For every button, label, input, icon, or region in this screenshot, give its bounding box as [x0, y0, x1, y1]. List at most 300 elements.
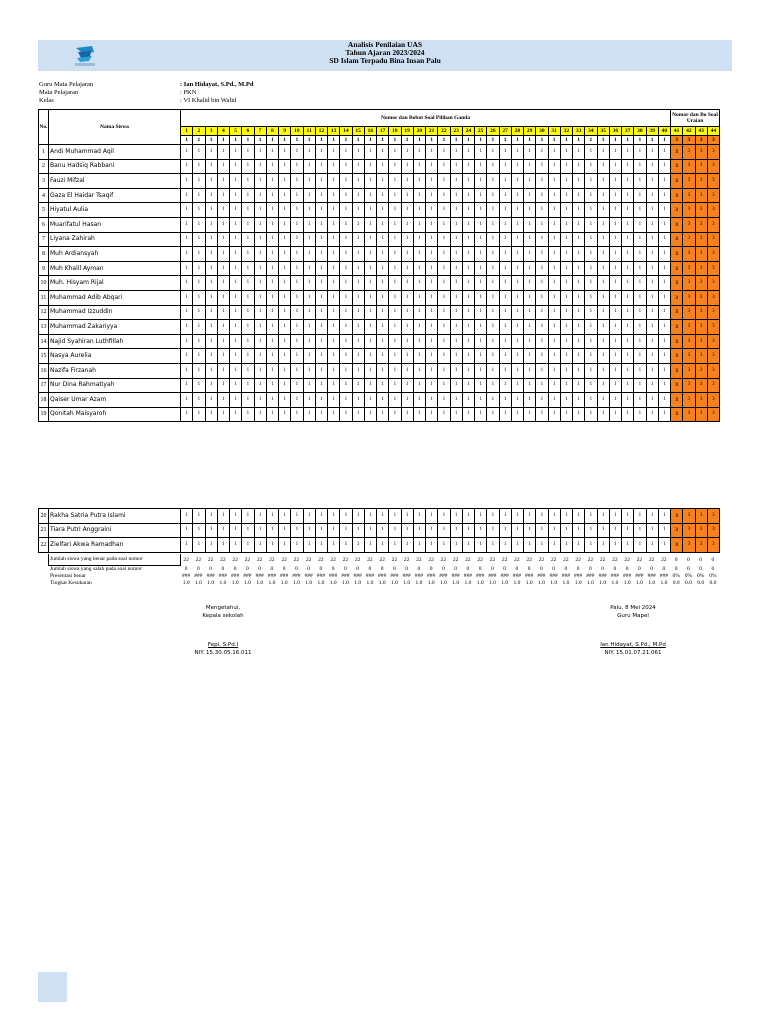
essay-score-cell: 3	[683, 247, 695, 262]
mc-score-cell: 1	[511, 145, 523, 160]
student-name: Qonitah Maisyaroh	[49, 407, 181, 422]
mc-score-cell: 1	[230, 393, 242, 408]
mc-score-cell: 1	[352, 145, 364, 160]
mc-score-cell: 1	[303, 509, 315, 524]
mc-score-cell: 1	[658, 188, 670, 203]
mc-score-cell: 1	[205, 290, 217, 305]
mc-score-cell: 1	[242, 203, 254, 218]
mc-score-cell: 1	[462, 509, 474, 524]
essay-score-cell: 3	[707, 203, 719, 218]
mc-score-cell: 1	[658, 509, 670, 524]
mc-score-cell: 1	[426, 247, 438, 262]
mc-score-cell: 1	[377, 523, 389, 538]
stat-value: 22	[244, 557, 251, 563]
mc-score-cell: 1	[548, 538, 560, 553]
mc-score-cell: 1	[315, 538, 327, 553]
mc-score-cell: 1	[181, 393, 193, 408]
mc-score-cell: 1	[646, 247, 658, 262]
mc-score-cell: 1	[475, 290, 487, 305]
stat-value: 0	[270, 566, 274, 572]
mc-score-cell: 1	[585, 203, 597, 218]
mc-score-cell: 1	[340, 232, 352, 247]
mc-score-cell: 1	[609, 203, 621, 218]
mc-score-cell: 1	[230, 188, 242, 203]
stat-value: 1.0	[427, 580, 435, 586]
mc-score-cell: 1	[450, 203, 462, 218]
mc-score-cell: 1	[303, 188, 315, 203]
mc-score-cell: 1	[377, 174, 389, 189]
mc-score-cell: 1	[487, 334, 499, 349]
mc-score-cell: 1	[193, 276, 205, 291]
mc-score-cell: 1	[254, 349, 266, 364]
mc-score-cell: 1	[352, 363, 364, 378]
stat-value: 1.0	[243, 580, 251, 586]
stat-value: 22	[256, 557, 263, 563]
mc-score-cell: 1	[193, 232, 205, 247]
mc-score-cell: 1	[573, 305, 585, 320]
mc-score-cell: 1	[205, 523, 217, 538]
mc-score-cell: 1	[181, 261, 193, 276]
mc-score-cell: 1	[413, 217, 425, 232]
mc-score-cell: 1	[499, 349, 511, 364]
mc-score-cell: 1	[352, 305, 364, 320]
mc-score-cell: 1	[303, 290, 315, 305]
stat-value: 22	[661, 557, 667, 563]
question-number: 23	[450, 127, 462, 136]
stat-value: 0	[258, 566, 261, 572]
mc-score-cell: 1	[266, 509, 278, 524]
mc-score-cell: 1	[217, 305, 229, 320]
stat-value: ###	[659, 573, 668, 579]
stat-value: 1.0	[415, 580, 423, 586]
essay-score-cell: 3	[695, 320, 707, 335]
mc-score-cell: 1	[181, 232, 193, 247]
student-name: Muarifatul Hasan	[49, 217, 181, 232]
stat-value: ###	[463, 573, 472, 579]
mc-score-cell: 1	[279, 188, 291, 203]
student-row	[39, 188, 720, 203]
stat-value: ###	[488, 573, 497, 579]
stat-row-percent	[38, 573, 732, 580]
mc-score-cell: 1	[646, 363, 658, 378]
mc-score-cell: 1	[242, 261, 254, 276]
essay-score-cell: 3	[671, 363, 683, 378]
mc-score-cell: 1	[438, 232, 450, 247]
mc-score-cell: 1	[364, 203, 376, 218]
mc-score-cell: 1	[487, 363, 499, 378]
mc-score-cell: 1	[658, 290, 670, 305]
mc-score-cell: 1	[487, 276, 499, 291]
mc-score-cell: 1	[181, 217, 193, 232]
mc-score-cell: 1	[524, 334, 536, 349]
stat-value: 1.0	[292, 580, 300, 586]
mc-score-cell: 1	[597, 334, 609, 349]
mc-score-cell: 1	[475, 276, 487, 291]
essay-score-cell: 3	[707, 217, 719, 232]
mc-score-cell: 1	[560, 320, 572, 335]
mc-score-cell: 1	[426, 305, 438, 320]
mc-score-cell: 1	[548, 232, 560, 247]
question-weight: 1	[475, 136, 487, 145]
mc-score-cell: 1	[646, 523, 658, 538]
mc-score-cell: 1	[622, 174, 634, 189]
stat-value: ###	[292, 573, 301, 579]
mc-score-cell: 1	[511, 217, 523, 232]
mc-score-cell: 1	[242, 276, 254, 291]
mc-score-cell: 1	[450, 320, 462, 335]
mc-score-cell: 1	[597, 261, 609, 276]
mc-score-cell: 1	[242, 334, 254, 349]
mc-score-cell: 1	[487, 159, 499, 174]
mc-score-cell: 1	[364, 509, 376, 524]
mc-score-cell: 1	[340, 363, 352, 378]
question-number: 9	[279, 127, 291, 136]
stat-value: 22	[648, 557, 655, 563]
stat-value: 0%	[709, 573, 717, 579]
stat-value: 22	[183, 557, 189, 563]
mc-score-cell: 1	[462, 363, 474, 378]
essay-score-cell: 3	[695, 290, 707, 305]
mc-score-cell: 1	[181, 276, 193, 291]
mc-score-cell: 1	[266, 217, 278, 232]
mc-score-cell: 1	[389, 174, 401, 189]
question-weight: 1	[242, 136, 254, 145]
mc-score-cell: 1	[279, 320, 291, 335]
principal-id: NIY. 15.30.05.16.011	[194, 650, 252, 656]
stat-value: 22	[293, 557, 300, 563]
stat-value: 1.0	[256, 580, 264, 586]
mc-score-cell: 1	[524, 320, 536, 335]
mc-score-cell: 1	[426, 393, 438, 408]
mc-score-cell: 1	[450, 393, 462, 408]
mc-score-cell: 1	[573, 523, 585, 538]
mc-score-cell: 1	[266, 261, 278, 276]
mc-score-cell: 1	[524, 523, 536, 538]
mc-score-cell: 1	[401, 334, 413, 349]
question-number: 12	[315, 127, 327, 136]
stat-value: 1.0	[599, 580, 607, 586]
mc-score-cell: 1	[230, 320, 242, 335]
mc-score-cell: 1	[573, 276, 585, 291]
mc-score-cell: 1	[560, 407, 572, 422]
essay-score-cell: 3	[683, 393, 695, 408]
mc-score-cell: 1	[462, 334, 474, 349]
mc-score-cell: 1	[511, 290, 523, 305]
question-weight: 3	[671, 136, 683, 145]
stat-value: 22	[195, 557, 202, 563]
stat-value: ###	[623, 573, 632, 579]
mc-score-cell: 1	[536, 320, 548, 335]
mc-score-cell: 1	[181, 305, 193, 320]
mc-score-cell: 1	[511, 349, 523, 364]
mc-score-cell: 1	[291, 247, 303, 262]
mc-score-cell: 1	[328, 188, 340, 203]
mc-score-cell: 1	[254, 276, 266, 291]
mc-score-cell: 1	[291, 393, 303, 408]
mc-score-cell: 1	[609, 276, 621, 291]
mc-score-cell: 1	[340, 523, 352, 538]
essay-score-cell: 3	[707, 188, 719, 203]
mc-score-cell: 1	[364, 334, 376, 349]
mc-score-cell: 1	[291, 174, 303, 189]
question-weight: 1	[585, 136, 597, 145]
stat-value: 0	[184, 566, 188, 572]
mc-score-cell: 1	[487, 174, 499, 189]
mc-score-cell: 1	[597, 538, 609, 553]
essay-score-cell: 3	[695, 349, 707, 364]
mc-score-cell: 1	[560, 305, 572, 320]
mc-score-cell: 1	[217, 276, 229, 291]
mc-score-cell: 1	[573, 217, 585, 232]
mc-score-cell: 1	[548, 203, 560, 218]
mc-score-cell: 1	[597, 159, 609, 174]
question-weight: 1	[364, 136, 376, 145]
mc-score-cell: 1	[548, 145, 560, 160]
question-number: 36	[609, 127, 621, 136]
mc-score-cell: 1	[573, 174, 585, 189]
essay-score-cell: 3	[707, 363, 719, 378]
mc-score-cell: 1	[646, 393, 658, 408]
mc-score-cell: 1	[573, 363, 585, 378]
mc-score-cell: 1	[646, 538, 658, 553]
mc-score-cell: 1	[585, 320, 597, 335]
essay-score-cell: 3	[671, 276, 683, 291]
mc-score-cell: 1	[401, 349, 413, 364]
mc-score-cell: 1	[315, 159, 327, 174]
stat-value: ###	[182, 573, 191, 579]
stat-value: 0	[515, 566, 519, 572]
stat-value: 22	[587, 557, 594, 563]
mc-score-cell: 1	[377, 320, 389, 335]
mc-score-cell: 1	[536, 290, 548, 305]
essay-score-cell: 3	[683, 334, 695, 349]
mc-score-cell: 1	[622, 320, 634, 335]
mc-score-cell: 1	[548, 363, 560, 378]
mc-score-cell: 1	[315, 393, 327, 408]
mc-score-cell: 1	[487, 523, 499, 538]
mc-score-cell: 1	[475, 305, 487, 320]
mc-score-cell: 1	[205, 334, 217, 349]
student-row	[39, 159, 720, 174]
mc-score-cell: 1	[205, 363, 217, 378]
mc-score-cell: 1	[364, 276, 376, 291]
student-number: 5	[39, 203, 49, 218]
mc-score-cell: 1	[303, 261, 315, 276]
mc-score-cell: 1	[401, 320, 413, 335]
mc-score-cell: 1	[217, 393, 229, 408]
mc-score-cell: 1	[230, 305, 242, 320]
mc-score-cell: 1	[230, 523, 242, 538]
mc-score-cell: 1	[328, 305, 340, 320]
essay-score-cell: 3	[695, 232, 707, 247]
mc-score-cell: 1	[217, 188, 229, 203]
stat-value: ###	[194, 573, 203, 579]
mc-score-cell: 1	[401, 159, 413, 174]
mc-score-cell: 1	[475, 349, 487, 364]
essay-score-cell: 3	[683, 538, 695, 553]
mc-score-cell: 1	[181, 290, 193, 305]
mc-score-cell: 1	[487, 247, 499, 262]
mc-score-cell: 1	[646, 188, 658, 203]
mc-score-cell: 1	[646, 232, 658, 247]
stat-value: 1.0	[550, 580, 558, 586]
stat-value: 1.0	[219, 580, 227, 586]
mc-score-cell: 1	[426, 188, 438, 203]
student-row	[39, 203, 720, 218]
mc-score-cell: 1	[560, 290, 572, 305]
mc-score-cell: 1	[450, 290, 462, 305]
mc-score-cell: 1	[475, 261, 487, 276]
mc-score-cell: 1	[634, 217, 646, 232]
mc-score-cell: 1	[548, 188, 560, 203]
mc-score-cell: 1	[450, 247, 462, 262]
question-weight: 1	[658, 136, 670, 145]
mc-score-cell: 1	[291, 523, 303, 538]
stat-value: 0	[674, 557, 678, 563]
score-table	[38, 109, 720, 422]
mc-score-cell: 1	[634, 378, 646, 393]
mc-score-cell: 1	[524, 145, 536, 160]
mc-score-cell: 1	[217, 159, 229, 174]
stat-value: 22	[318, 557, 324, 563]
mc-score-cell: 1	[536, 407, 548, 422]
info-label-teacher: Guru Mata Pelajaran	[39, 81, 94, 88]
mc-score-cell: 1	[475, 188, 487, 203]
mc-score-cell: 1	[266, 363, 278, 378]
stat-value: 0	[319, 566, 323, 572]
mc-score-cell: 1	[303, 276, 315, 291]
mc-score-cell: 1	[646, 203, 658, 218]
mc-score-cell: 1	[352, 334, 364, 349]
mc-score-cell: 1	[511, 276, 523, 291]
mc-score-cell: 1	[377, 378, 389, 393]
mc-score-cell: 1	[475, 232, 487, 247]
stat-value: 22	[501, 557, 508, 563]
mc-score-cell: 1	[389, 290, 401, 305]
mc-score-cell: 1	[548, 523, 560, 538]
essay-score-cell: 3	[671, 334, 683, 349]
mc-score-cell: 1	[217, 363, 229, 378]
stat-value: 0	[540, 566, 543, 572]
mc-score-cell: 1	[462, 232, 474, 247]
mc-score-cell: 1	[462, 145, 474, 160]
mc-score-cell: 1	[438, 407, 450, 422]
mc-score-cell: 1	[536, 509, 548, 524]
mc-score-cell: 1	[499, 538, 511, 553]
stat-value: 22	[636, 557, 643, 563]
mc-score-cell: 1	[205, 203, 217, 218]
mc-score-cell: 1	[266, 247, 278, 262]
mc-score-cell: 1	[622, 407, 634, 422]
mc-score-cell: 1	[658, 217, 670, 232]
stat-value: 22	[440, 557, 447, 563]
mc-score-cell: 1	[401, 538, 413, 553]
mc-score-cell: 1	[328, 232, 340, 247]
question-weight: 1	[511, 136, 523, 145]
stat-value: ###	[439, 573, 448, 579]
mc-score-cell: 1	[609, 261, 621, 276]
mc-score-cell: 1	[536, 276, 548, 291]
essay-score-cell: 3	[671, 538, 683, 553]
essay-score-cell: 3	[695, 174, 707, 189]
stat-value: 22	[342, 557, 349, 563]
mc-score-cell: 1	[279, 509, 291, 524]
mc-score-cell: 1	[389, 363, 401, 378]
essay-score-cell: 3	[683, 509, 695, 524]
question-weight: 1	[291, 136, 303, 145]
mc-score-cell: 1	[217, 334, 229, 349]
mc-score-cell: 1	[181, 509, 193, 524]
essay-score-cell: 3	[707, 334, 719, 349]
mc-score-cell: 1	[217, 247, 229, 262]
mc-score-cell: 1	[328, 203, 340, 218]
mc-score-cell: 1	[462, 203, 474, 218]
student-row	[39, 145, 720, 160]
mc-score-cell: 1	[450, 363, 462, 378]
mc-score-cell: 1	[401, 378, 413, 393]
mc-score-cell: 1	[548, 349, 560, 364]
question-weight: 1	[340, 136, 352, 145]
mc-score-cell: 1	[377, 188, 389, 203]
stat-value: 0	[552, 566, 555, 572]
mc-score-cell: 1	[609, 188, 621, 203]
question-number: 1	[181, 127, 193, 136]
mc-score-cell: 1	[536, 363, 548, 378]
mc-score-cell: 1	[389, 247, 401, 262]
stat-value: 0	[564, 566, 568, 572]
mc-score-cell: 1	[609, 363, 621, 378]
student-name: Gaza El Haidar Tsaqif	[49, 188, 181, 203]
mc-score-cell: 1	[242, 363, 254, 378]
mc-score-cell: 1	[205, 393, 217, 408]
mc-score-cell: 1	[560, 393, 572, 408]
mc-score-cell: 1	[254, 320, 266, 335]
mc-score-cell: 1	[475, 159, 487, 174]
stat-value: 1.0	[354, 580, 362, 586]
essay-score-cell: 3	[707, 261, 719, 276]
mc-score-cell: 1	[426, 407, 438, 422]
mc-score-cell: 1	[279, 334, 291, 349]
essay-score-cell: 3	[683, 378, 695, 393]
report-header	[38, 40, 732, 71]
mc-score-cell: 1	[634, 509, 646, 524]
stat-value: ###	[476, 573, 485, 579]
stat-value: 1.0	[231, 580, 239, 586]
mc-score-cell: 1	[389, 393, 401, 408]
mc-score-cell: 1	[217, 378, 229, 393]
mc-score-cell: 1	[193, 320, 205, 335]
mc-score-cell: 1	[377, 290, 389, 305]
mc-score-cell: 1	[315, 305, 327, 320]
stat-value: 1.0	[660, 580, 668, 586]
stat-value: 0	[197, 566, 200, 572]
stat-value: 1.0	[378, 580, 386, 586]
essay-score-cell: 3	[671, 523, 683, 538]
mc-score-cell: 1	[413, 509, 425, 524]
question-number: 31	[548, 127, 560, 136]
mc-score-cell: 1	[377, 203, 389, 218]
mc-score-cell: 1	[377, 261, 389, 276]
mc-score-cell: 1	[438, 188, 450, 203]
mc-score-cell: 1	[413, 247, 425, 262]
stat-value: 1.0	[317, 580, 325, 586]
mc-score-cell: 1	[634, 159, 646, 174]
mc-score-cell: 1	[622, 232, 634, 247]
essay-score-cell: 3	[671, 247, 683, 262]
stat-value: 1.0	[635, 580, 643, 586]
question-weight: 3	[683, 136, 695, 145]
mc-score-cell: 1	[389, 509, 401, 524]
